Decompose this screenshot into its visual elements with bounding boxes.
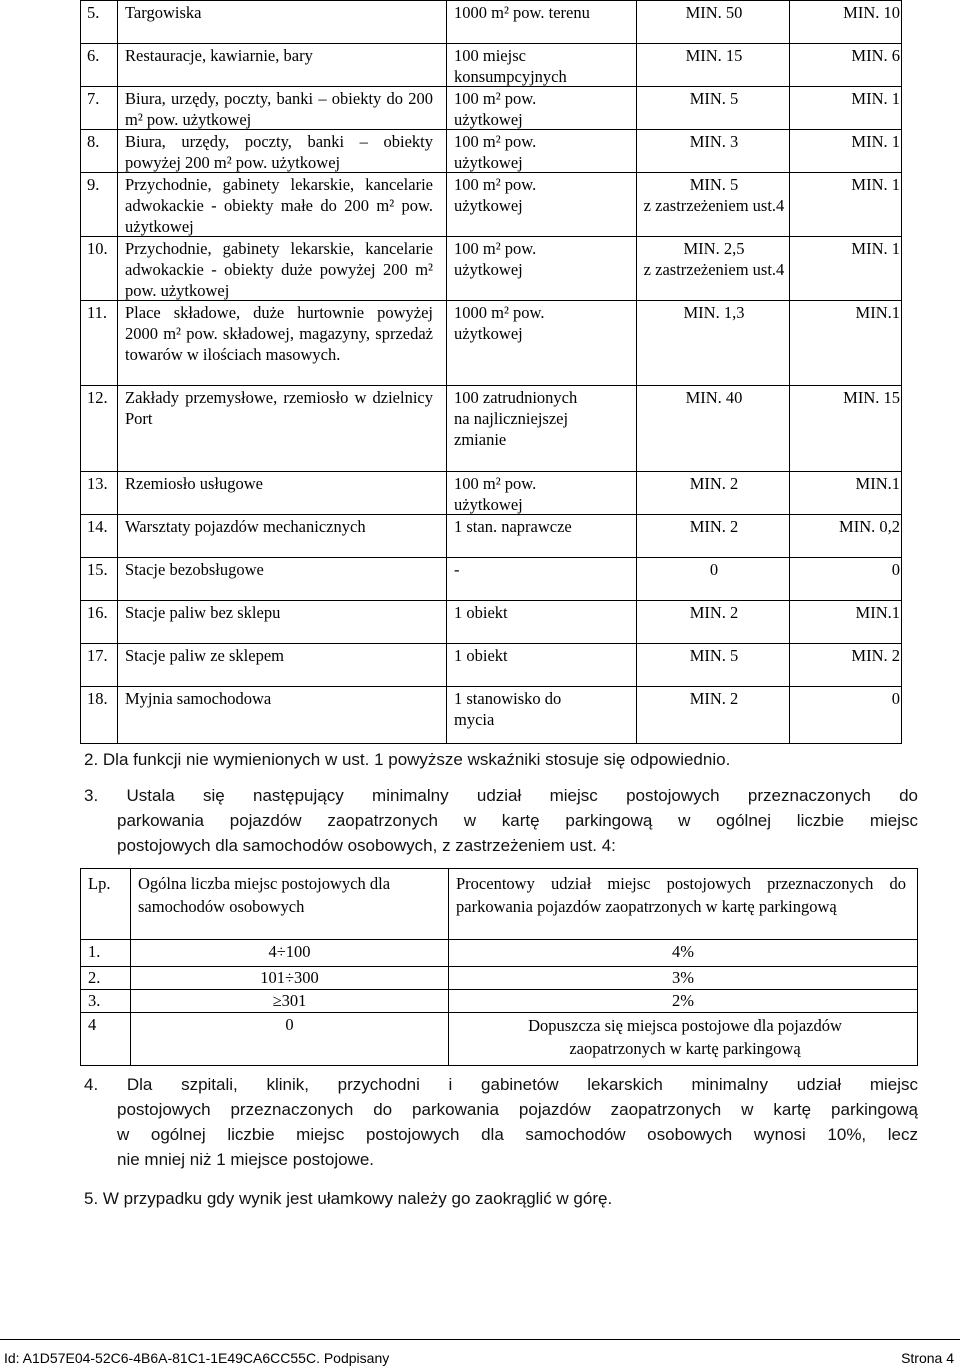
min-spaces-bikes: MIN.1 — [855, 303, 900, 322]
row-number: 10. — [87, 239, 108, 258]
row-percent: 2% — [672, 991, 694, 1010]
footer-divider — [0, 1339, 960, 1340]
row-lp: 1. — [88, 942, 101, 961]
header-lp: Lp. — [88, 874, 111, 893]
row-number: 15. — [87, 560, 108, 579]
min-spaces-cars: MIN. 15 — [685, 46, 743, 65]
min-spaces-cars: MIN. 2,5 — [683, 239, 745, 258]
paragraph-4-line: postojowych przeznaczonych do parkowania pojazdów zaopatrzonych w kartę parkingową — [117, 1100, 918, 1119]
min-spaces-cars: MIN. 2 — [689, 517, 739, 536]
reference-unit: 100 zatrudnionych na najliczniejszej zmianie — [454, 388, 578, 449]
paragraph-2: 2. Dla funkcji nie wymienionych w ust. 1 powyższe wskaźniki stosuje się odpowiednio. — [84, 750, 731, 769]
min-spaces-bikes: MIN. 6 — [851, 46, 900, 65]
row-lp: 4 — [88, 1015, 97, 1034]
function-name: Warsztaty pojazdów mechanicznych — [125, 517, 366, 536]
row-lp: 3. — [88, 991, 101, 1010]
reference-unit: 1000 m² pow. użytkowej — [454, 303, 545, 343]
reference-unit: 100 m² pow. użytkowej — [454, 239, 537, 279]
reference-unit: 1000 m² pow. terenu — [454, 3, 590, 22]
paragraph-4-line: nie mniej niż 1 miejsce postojowe. — [117, 1150, 375, 1169]
row-total: ≥301 — [272, 991, 307, 1010]
min-spaces-bikes: MIN. 1 — [851, 132, 900, 151]
min-spaces-bikes: MIN.1 — [855, 603, 900, 622]
function-name: Biura, urzędy, poczty, banki – obiekty do 200 m² pow. użytkowej — [125, 89, 433, 129]
min-spaces-cars: MIN. 2 — [689, 689, 739, 708]
row-number: 17. — [87, 646, 108, 665]
function-name: Myjnia samochodowa — [125, 689, 272, 708]
min-spaces-note: z zastrzeżeniem ust.4 — [643, 196, 785, 215]
row-number: 14. — [87, 517, 108, 536]
min-spaces-cars: MIN. 5 — [689, 89, 739, 108]
function-name: Przychodnie, gabinety lekarskie, kancelarie adwokackie - obiekty duże powyżej 200 m² pow. użytkowej — [125, 239, 433, 300]
function-name: Restauracje, kawiarnie, bary — [125, 46, 313, 65]
min-spaces-note: z zastrzeżeniem ust.4 — [643, 260, 785, 279]
paragraph-4-line: w ogólnej liczbie miejsc postojowych dla samochodów osobowych wynosi 10%, lecz — [117, 1125, 918, 1144]
row-number: 13. — [87, 474, 108, 493]
document-id: Id: A1D57E04-52C6-4B6A-81C1-1E49CA6CC55C. Podpisany — [4, 1350, 390, 1366]
min-spaces-bikes: MIN. 1 — [851, 89, 900, 108]
function-name: Biura, urzędy, poczty, banki – obiekty powyżej 200 m² pow. użytkowej — [125, 132, 433, 172]
row-number: 7. — [87, 89, 100, 108]
row-percent: 3% — [672, 968, 694, 987]
reference-unit: 100 m² pow. użytkowej — [454, 474, 537, 514]
header-total-spaces: Ogólna liczba miejsc postojowych dla samochodów osobowych — [138, 874, 391, 916]
paragraph-4-cont — [117, 1097, 918, 1172]
min-spaces-cars: MIN. 5 — [689, 646, 739, 665]
row-number: 8. — [87, 132, 100, 151]
min-spaces-bikes: MIN. 1 — [851, 175, 900, 194]
paragraph-3-line: 3. Ustala się następujący minimalny udział miejsc postojowych przeznaczonych do — [84, 786, 918, 805]
row-total: 0 — [285, 1015, 294, 1034]
function-name: Rzemiosło usługowe — [125, 474, 263, 493]
function-name: Targowiska — [125, 3, 202, 22]
page-number: Strona 4 — [901, 1350, 954, 1366]
min-spaces-cars: 0 — [709, 560, 719, 579]
accessible-parking-table — [80, 868, 918, 1066]
min-spaces-cars: MIN. 40 — [685, 388, 743, 407]
reference-unit: - — [454, 560, 460, 579]
reference-unit: 1 stan. naprawcze — [454, 517, 572, 536]
function-name: Zakłady przemysłowe, rzemiosło w dzielnicy Port — [125, 388, 433, 428]
min-spaces-bikes: MIN. 2 — [851, 646, 900, 665]
function-name: Stacje paliw ze sklepem — [125, 646, 284, 665]
min-spaces-bikes: MIN. 10 — [843, 3, 900, 22]
row-percent: 4% — [672, 942, 694, 961]
reference-unit: 100 m² pow. użytkowej — [454, 132, 537, 172]
min-spaces-bikes: 0 — [891, 560, 900, 579]
row-number: 9. — [87, 175, 100, 194]
row-lp: 2. — [88, 968, 101, 987]
min-spaces-bikes: MIN. 15 — [843, 388, 900, 407]
min-spaces-bikes: MIN. 1 — [851, 239, 900, 258]
min-spaces-bikes: 0 — [891, 689, 900, 708]
min-spaces-bikes: MIN.1 — [855, 474, 900, 493]
row-percent: Dopuszcza się miejsca postojowe dla pojazdów zaopatrzonych w kartę parkingową — [528, 1016, 842, 1058]
reference-unit: 100 m² pow. użytkowej — [454, 89, 537, 129]
row-number: 5. — [87, 3, 100, 22]
function-name: Stacje paliw bez sklepu — [125, 603, 281, 622]
min-spaces-bikes: MIN. 0,2 — [839, 517, 900, 536]
function-name: Stacje bezobsługowe — [125, 560, 264, 579]
row-number: 6. — [87, 46, 100, 65]
reference-unit: 100 miejsc konsumpcyjnych — [454, 46, 567, 86]
row-number: 11. — [87, 303, 108, 322]
row-total: 4÷100 — [268, 942, 311, 961]
paragraph-5: 5. W przypadku gdy wynik jest ułamkowy należy go zaokrąglić w górę. — [84, 1189, 613, 1208]
reference-unit: 100 m² pow. użytkowej — [454, 175, 537, 215]
function-name: Przychodnie, gabinety lekarskie, kancelarie adwokackie - obiekty małe do 200 m² pow. użytkowej — [125, 175, 433, 236]
row-number: 18. — [87, 689, 108, 708]
header-percent: Procentowy udział miejsc postojowych przeznaczonych do parkowania pojazdów zaopatrzonych w kartę parkingową — [456, 874, 906, 916]
min-spaces-cars: MIN. 5 — [689, 175, 739, 194]
function-name: Place składowe, duże hurtownie powyżej 2000 m² pow. składowej, magazyny, sprzedaż towarów w ilościach masowych. — [125, 303, 433, 364]
reference-unit: 1 stanowisko do mycia — [454, 689, 562, 729]
min-spaces-cars: MIN. 3 — [689, 132, 739, 151]
reference-unit: 1 obiekt — [454, 646, 508, 665]
paragraph-4 — [84, 1072, 918, 1097]
paragraph-3-line: postojowych dla samochodów osobowych, z zastrzeżeniem ust. 4: — [117, 836, 616, 855]
paragraph-3-line: parkowania pojazdów zaopatrzonych w kartę parkingową w ogólnej liczbie miejsc — [117, 811, 918, 830]
paragraph-4-line: 4. Dla szpitali, klinik, przychodni i gabinetów lekarskich minimalny udział miejsc — [84, 1075, 918, 1094]
paragraph-3-cont — [117, 808, 918, 858]
parking-norms-table — [80, 0, 902, 744]
min-spaces-cars: MIN. 2 — [689, 474, 739, 493]
min-spaces-cars: MIN. 1,3 — [683, 303, 745, 322]
reference-unit: 1 obiekt — [454, 603, 508, 622]
row-number: 16. — [87, 603, 108, 622]
min-spaces-cars: MIN. 50 — [685, 3, 743, 22]
row-total: 101÷300 — [260, 968, 319, 987]
min-spaces-cars: MIN. 2 — [689, 603, 739, 622]
row-number: 12. — [87, 388, 108, 407]
paragraph-3 — [84, 783, 918, 808]
